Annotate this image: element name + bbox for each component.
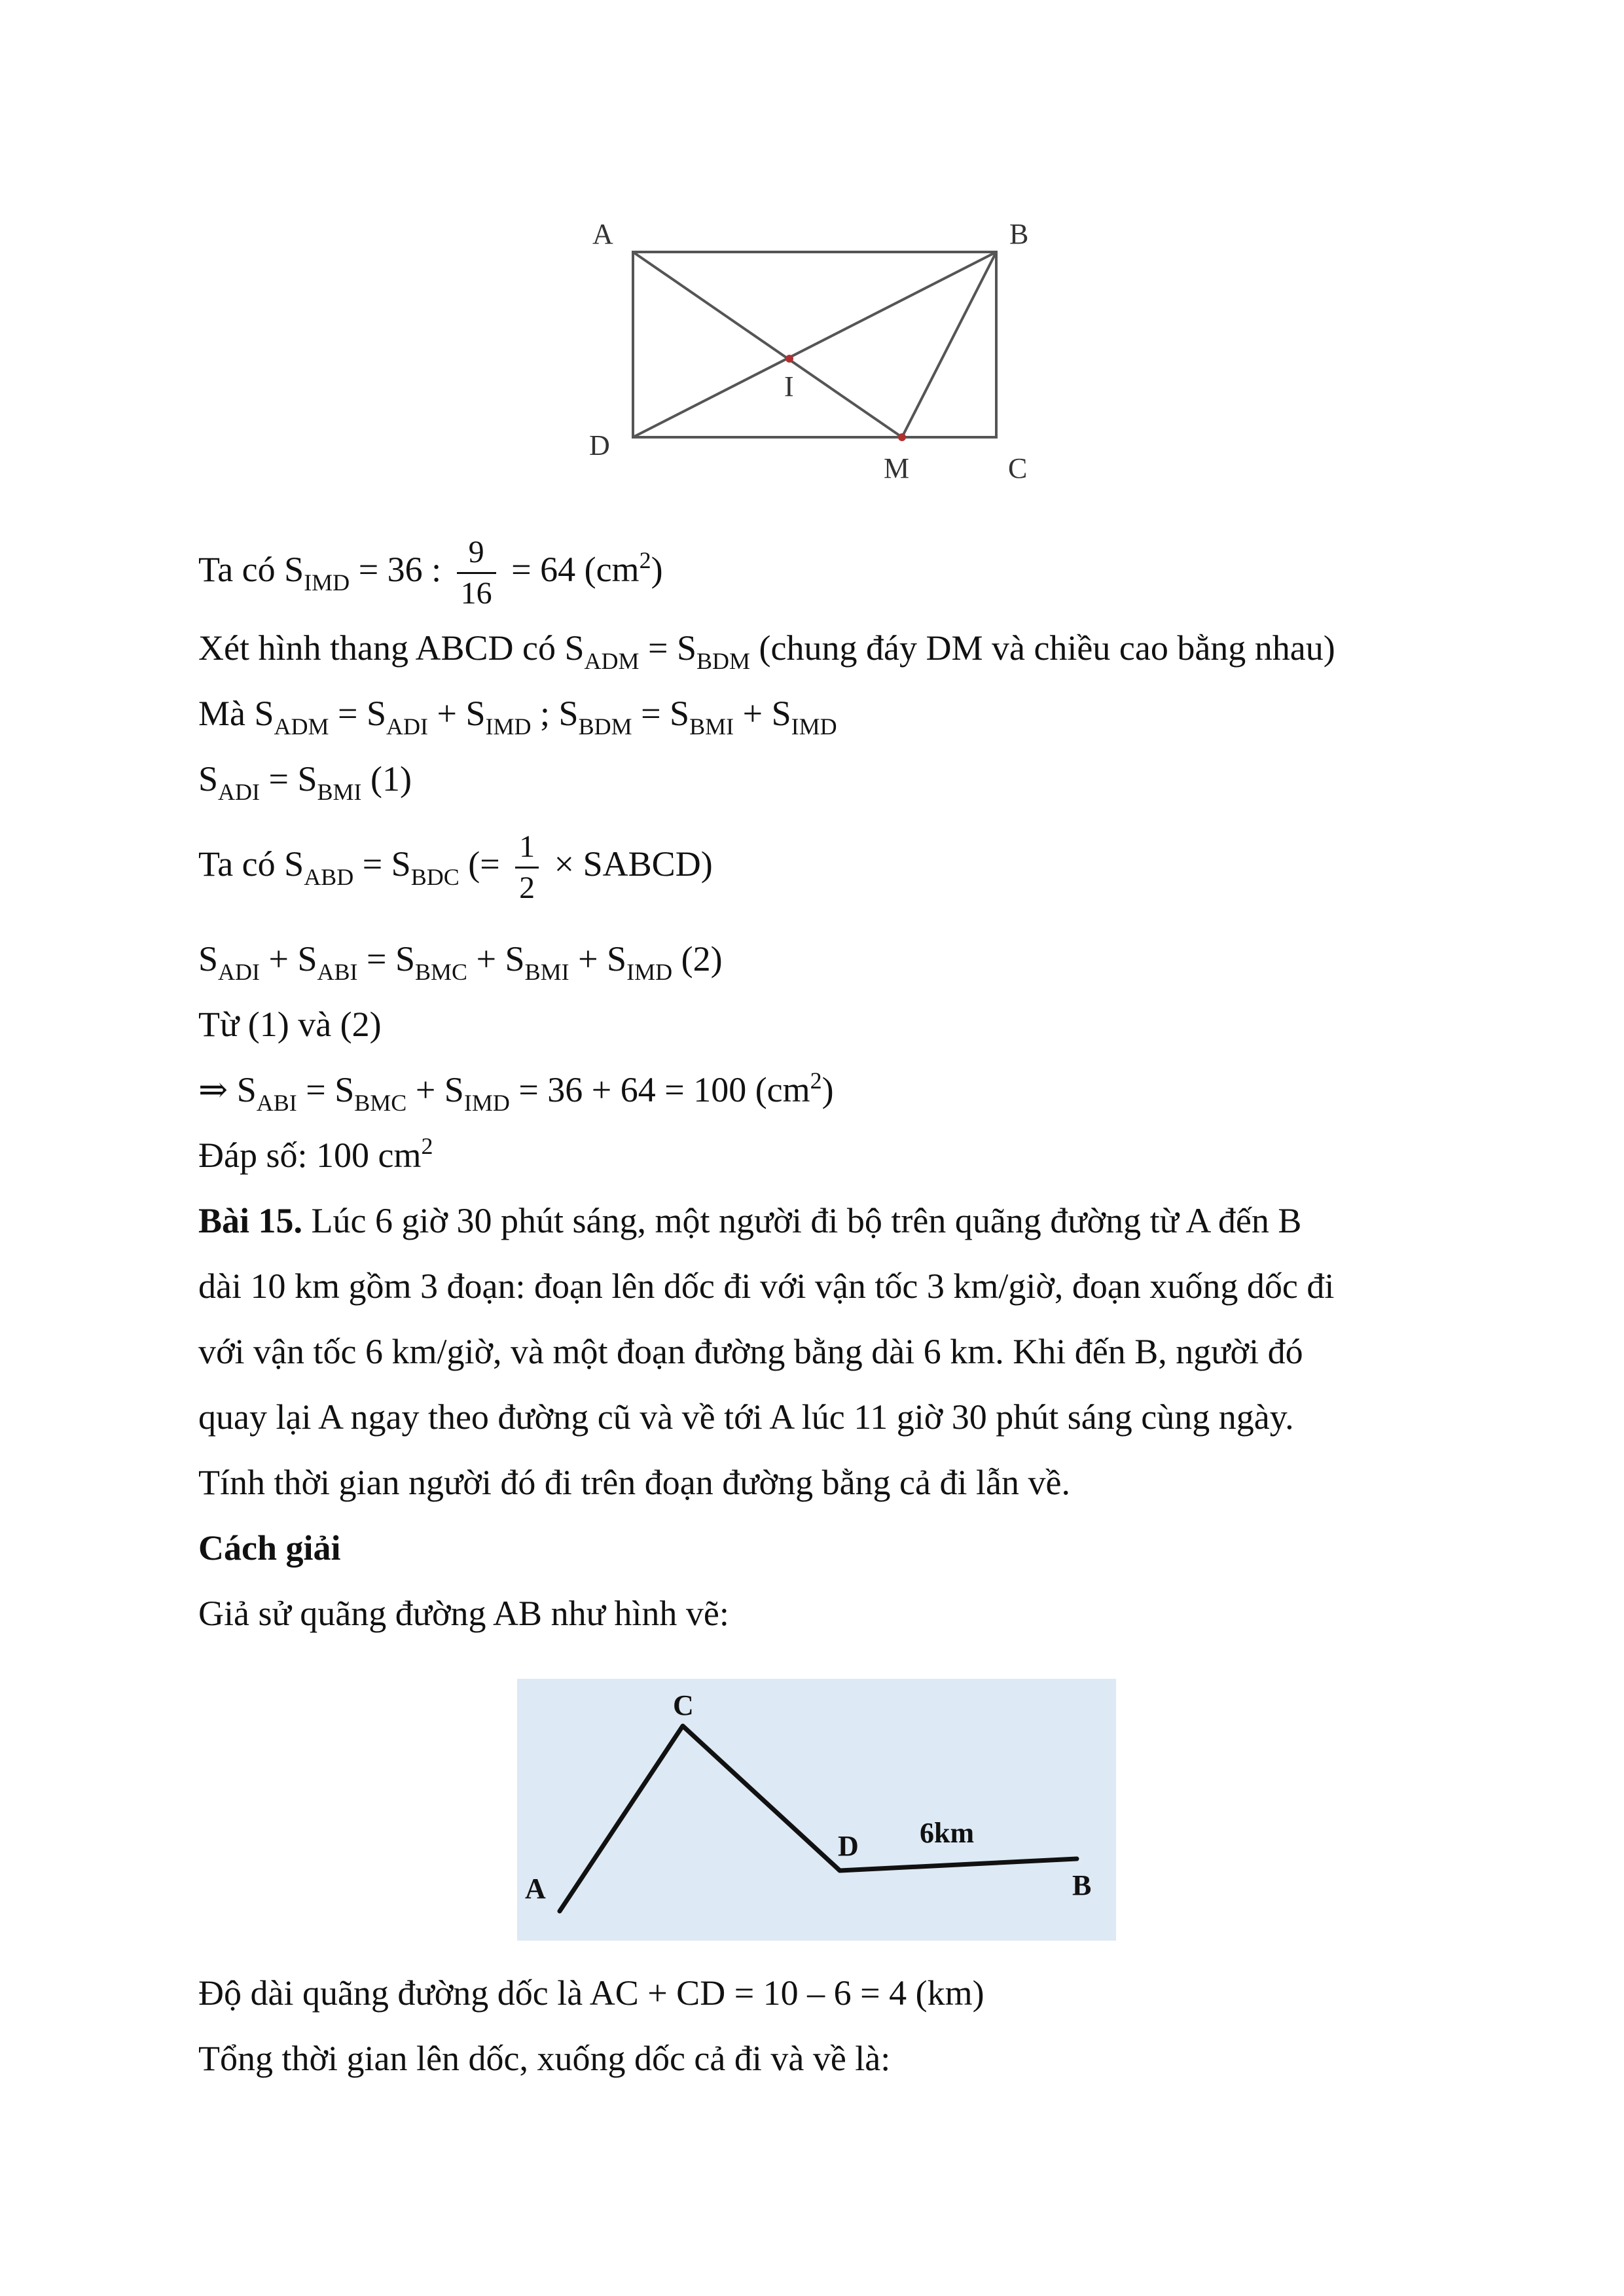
fraction-9-16: $\frac{9}{16}$ xyxy=(457,537,496,609)
solution-line-1: Độ dài quãng đường dốc là AC + CD = 10 – 6 = 4 (km) xyxy=(198,1973,984,2013)
answer-line: Đáp số: 100 $cm^2$ xyxy=(198,1133,433,1175)
fraction-1-2: $\frac{1}{2}$ xyxy=(515,831,539,904)
diagonal-ac xyxy=(633,252,902,437)
rectangle-figure xyxy=(576,203,1047,497)
road-label-a: A xyxy=(525,1873,546,1905)
formula-line-4: $S_{ADI} = S_{BMI}$ (1) xyxy=(198,759,412,805)
label-b: B xyxy=(1009,218,1029,250)
label-a: A xyxy=(592,218,613,250)
road-label-b: B xyxy=(1072,1869,1092,1901)
formula-line-6: $S_{ADI} + S_{ABI} = S_{BMC} + S_{BMI} + S_{IMD}$ (2) xyxy=(198,939,723,985)
label-d: D xyxy=(589,429,610,461)
formula-line-8: ⇒ $S_{ABI} = S_{BMC} + S_{IMD} = 36 + 64 = 100$ $(cm^2)$ xyxy=(198,1067,834,1116)
problem-line-4: quay lại A ngay theo đường cũ và về tới A lúc 11 giờ 30 phút sáng cùng ngày. xyxy=(198,1397,1294,1437)
formula-line-1: Ta có $S_{IMD} = 36$ : $\frac{9}{16}$ = 64 $(cm^2)$ xyxy=(198,535,663,611)
road-label-d: D xyxy=(838,1830,859,1862)
problem-line-2: dài 10 km gồm 3 đoạn: đoạn lên dốc đi với vận tốc 3 km/giờ, đoạn xuống dốc đi xyxy=(198,1266,1335,1306)
problem-line-5: Tính thời gian người đó đi trên đoạn đường bằng cả đi lẫn về. xyxy=(198,1463,1070,1502)
problem-title: Bài 15. xyxy=(198,1201,303,1240)
label-c: C xyxy=(1008,452,1028,484)
point-m xyxy=(898,433,906,441)
solution-line-2: Tổng thời gian lên dốc, xuống dốc cả đi và về là: xyxy=(198,2039,891,2078)
formula-line-5: Ta có $S_{ABD} = S_{BDC}$ (= $\frac{1}{2}$ × SABCD) xyxy=(198,829,713,906)
road-figure xyxy=(517,1679,1116,1941)
label-m: M xyxy=(884,452,910,484)
formula-line-2: Xét hình thang ABCD có $S_{ADM} = S_{BDM}$ (chung đáy DM và chiều cao bằng nhau) xyxy=(198,628,1335,674)
segment-bd xyxy=(633,252,996,437)
label-i: I xyxy=(784,370,794,403)
solution-intro: Giả sử quãng đường AB như hình vẽ: xyxy=(198,1594,729,1633)
problem-line-1: Bài 15. Lúc 6 giờ 30 phút sáng, một người đi bộ trên quãng đường từ A đến B xyxy=(198,1201,1302,1240)
point-i xyxy=(785,355,793,363)
formula-line-3: Mà $S_{ADM} = S_{ADI} + S_{IMD}$ ; $S_{BDM} = S_{BMI} + S_{IMD}$ xyxy=(198,694,837,740)
problem-line-3: với vận tốc 6 km/giờ, và một đoạn đường bằng dài 6 km. Khi đến B, người đó xyxy=(198,1332,1303,1371)
solution-heading: Cách giải xyxy=(198,1528,341,1568)
road-label-distance: 6km xyxy=(920,1817,975,1849)
formula-line-7: Từ (1) và (2) xyxy=(198,1005,382,1044)
road-figure-background xyxy=(517,1679,1116,1941)
segment-bm xyxy=(902,252,996,437)
road-label-c: C xyxy=(673,1689,694,1721)
